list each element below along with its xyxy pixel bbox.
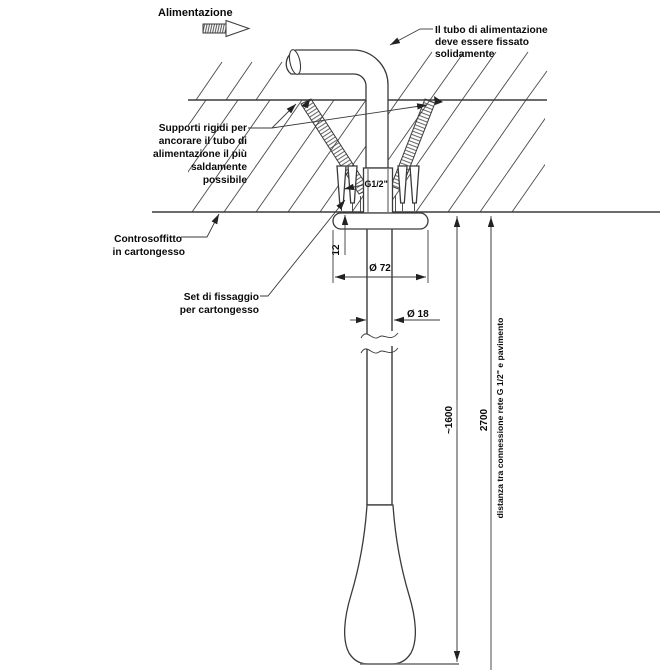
ceiling-note-line1: Controsoffitto	[114, 234, 182, 245]
fixing-note-line1: Set di fissaggio	[183, 292, 259, 303]
supply-note	[435, 25, 548, 60]
supply-note-line2: deve essere fissato	[435, 37, 530, 48]
ceiling-flange	[333, 213, 428, 229]
distance-note: distanza tra connessione rete G 1/2" e pavimento	[495, 317, 505, 519]
supply-note-line1: Il tubo di alimentazione	[435, 25, 548, 36]
supports-note-line1: Supporti rigidi per	[158, 123, 247, 134]
teardrop-spout	[345, 505, 416, 664]
supply-note-line3: solidamente	[435, 49, 495, 60]
flow-arrow	[203, 21, 249, 37]
dim-d18-label: Ø 18	[407, 309, 429, 320]
supports-note-line2: ancorare il tubo di	[158, 136, 247, 147]
dim-2700-label: 2700	[479, 408, 490, 432]
supports-note	[153, 123, 247, 186]
alimentazione-label: Alimentazione	[158, 7, 233, 19]
ceiling-note-line2: in cartongesso	[112, 247, 185, 258]
dimension-1600	[444, 216, 457, 662]
connection-size-label: G1/2"	[364, 179, 388, 189]
pipe-break-symbol	[361, 333, 398, 338]
dimension-2700	[479, 216, 505, 670]
supports-note-line4: saldamente	[190, 162, 247, 173]
dim-1600-label: ~1600	[444, 405, 455, 435]
dimension-d18	[350, 309, 440, 320]
fixing-note-line2: per cartongesso	[179, 305, 259, 316]
connection-sleeve	[364, 168, 393, 213]
dim-d72-label: Ø 72	[369, 263, 391, 274]
supports-note-line3: alimentazione il più	[153, 149, 247, 160]
dimension-d72	[333, 230, 428, 283]
ceiling-note	[113, 234, 185, 258]
dim-12-label: 12	[331, 244, 342, 256]
fixing-note	[180, 292, 259, 316]
supports-note-line5: possibile	[202, 175, 247, 186]
